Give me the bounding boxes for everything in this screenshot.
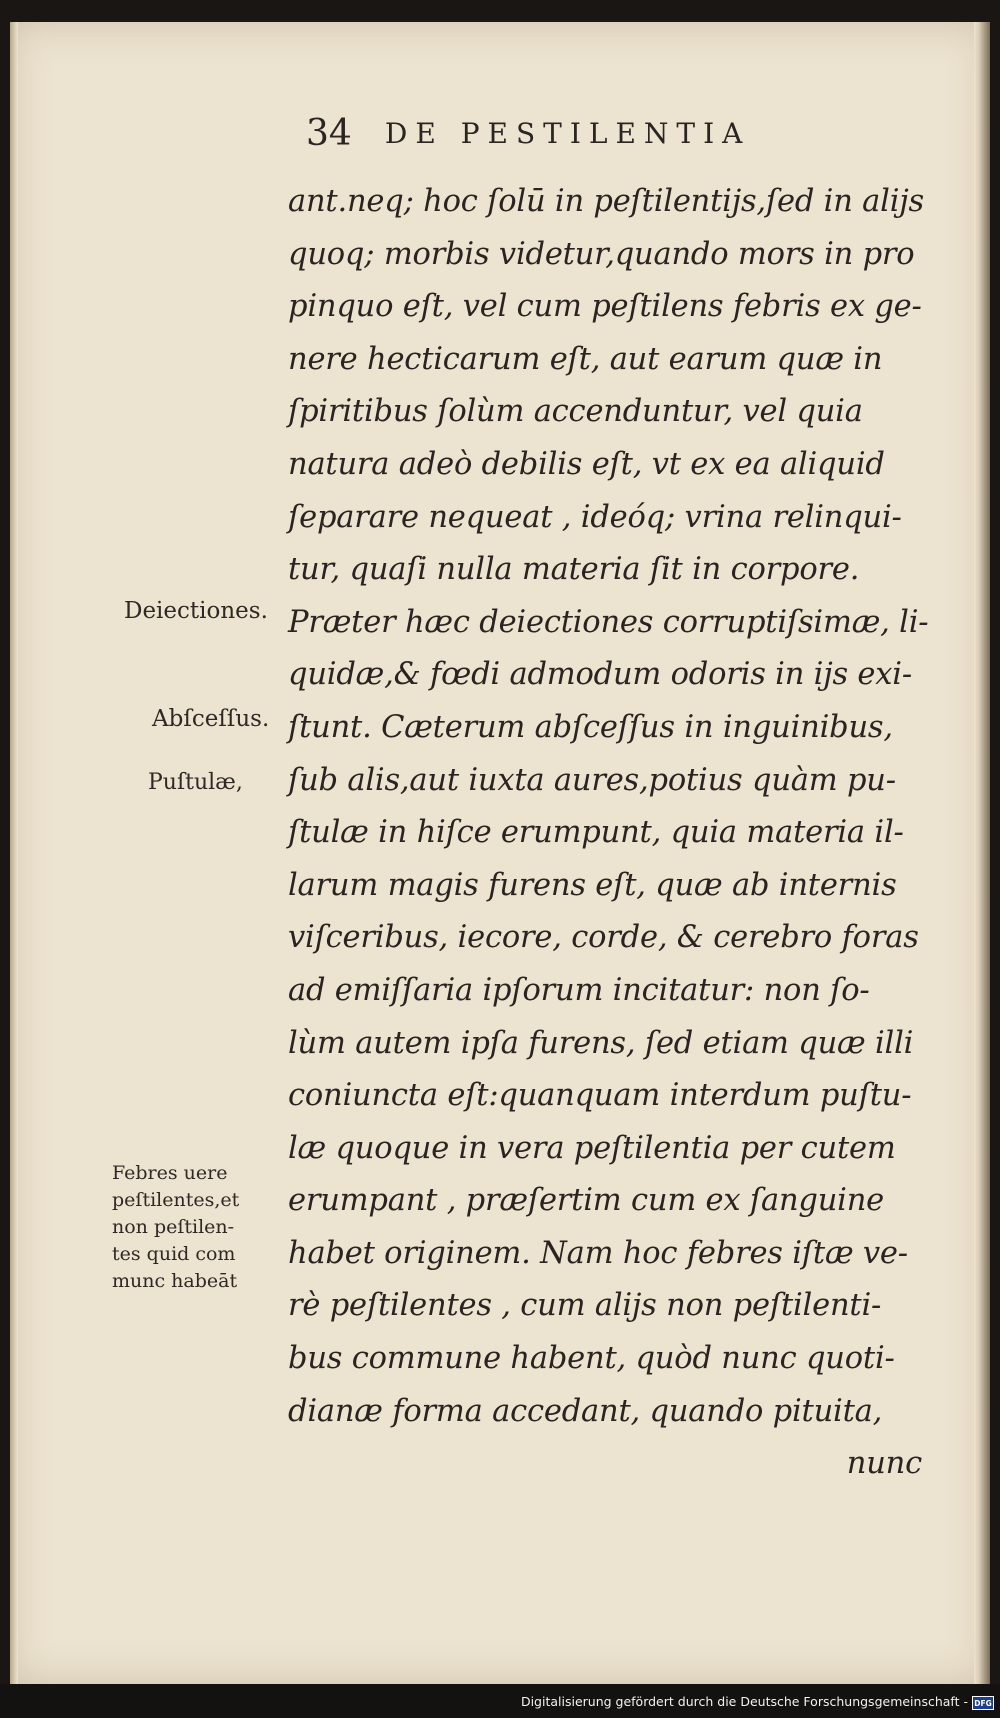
margin-note-abscessus: Abſceſſus. xyxy=(152,706,270,732)
text-line: ſpiritibus ſolùm accenduntur, vel quia xyxy=(288,394,863,430)
text-line: ſeparare nequeat , ideóq; vrina relinqui- xyxy=(288,499,902,535)
text-line: ſtulæ in hiſce erumpunt, quia materia il- xyxy=(288,815,904,851)
dfg-logo-text: DFG xyxy=(974,1699,992,1708)
text-line: dianæ forma accedant, quando pituita, xyxy=(288,1393,883,1429)
text-line: ſub alis,aut iuxta aures,potius quàm pu- xyxy=(288,762,896,798)
margin-note-line: peſtilentes,et xyxy=(112,1189,240,1211)
text-line: ad emiſſaria ipſorum incitatur: non ſo- xyxy=(288,972,870,1008)
text-line: ſtunt. Cæterum abſceſſus in inguinibus, xyxy=(288,709,893,745)
margin-note-pustulae: Puſtulæ, xyxy=(148,770,243,795)
running-header xyxy=(306,113,866,154)
running-title: DE PESTILENTIA xyxy=(384,117,751,150)
text-line: nere hecticarum eſt, aut earum quæ in xyxy=(288,341,883,377)
text-line: quidæ,& fœdi admodum odoris in ijs exi- xyxy=(288,657,912,693)
dfg-logo-icon xyxy=(972,1696,994,1710)
text-line: erumpant , præſertim cum ex ſanguine xyxy=(288,1183,885,1219)
page-number: 34 xyxy=(306,113,352,154)
text-line: natura adeò debilis eſt, vt ex ea aliquid xyxy=(288,446,885,482)
margin-note-line: munc habeāt xyxy=(112,1270,238,1292)
margin-note-line: Febres uere xyxy=(112,1162,228,1184)
text-line: bus commune habent, quòd nunc quoti- xyxy=(288,1341,895,1377)
text-line: habet originem. Nam hoc febres iſtæ ve- xyxy=(288,1235,908,1271)
catchword: nunc xyxy=(846,1446,922,1482)
footer-bar xyxy=(0,1684,1000,1718)
text-line: ant.neq; hoc ſolū in peſtilentijs,ſed in alijs xyxy=(288,184,924,219)
text-line: rè peſtilentes , cum alijs non peſtilenti- xyxy=(288,1288,882,1324)
margin-note-line: tes quid com xyxy=(112,1243,236,1265)
text-line: larum magis furens eſt, quæ ab internis xyxy=(288,867,897,903)
body-text xyxy=(288,176,928,1491)
text-line: læ quoque in vera peſtilentia per cutem xyxy=(288,1130,896,1166)
margin-note-line: non peſtilen- xyxy=(112,1216,235,1238)
text-line: lùm autem ipſa furens, ſed etiam quæ illi xyxy=(288,1025,914,1061)
margin-note-febres xyxy=(112,1160,239,1295)
footer-credit: Digitalisierung gefördert durch die Deutsche Forschungsgemeinschaft - xyxy=(520,1694,968,1709)
margin-note-deiectiones: Deiectiones. xyxy=(124,598,268,624)
text-line: viſceribus, iecore, corde, & cerebro foras xyxy=(288,920,919,956)
text-line: tur, quaſi nulla materia ſit in corpore. xyxy=(288,552,860,588)
text-line: Præter hæc deiectiones corruptiſsimæ, li- xyxy=(288,604,929,640)
text-line: pinquo eſt, vel cum peſtilens febris ex ge- xyxy=(288,289,922,325)
page-left-edge xyxy=(10,22,18,1684)
text-line: quoq; morbis videtur,quando mors in pro xyxy=(288,236,915,272)
page-right-edge xyxy=(974,22,990,1684)
text-line: coniuncta eſt:quanquam interdum puſtu- xyxy=(288,1078,912,1114)
